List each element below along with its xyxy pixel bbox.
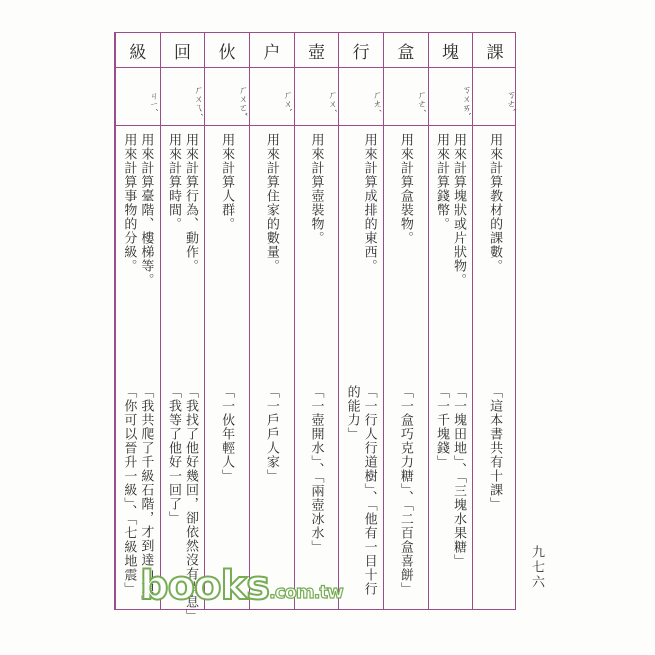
example-text: 「一伙年輕人」 bbox=[219, 385, 235, 483]
bopomofo: ㄏㄨˊ bbox=[326, 89, 337, 113]
example-text: 「我等了他好一回了」 bbox=[165, 385, 181, 525]
example-text: 「一塊田地」、「三塊水果糖」 bbox=[450, 385, 466, 568]
example-text: 「這本書共有十課」 bbox=[487, 385, 503, 511]
column-2 bbox=[428, 33, 473, 609]
bopomofo: ㄏㄜˊ bbox=[415, 89, 426, 113]
example-text: 「一戶戶人家」 bbox=[263, 385, 279, 483]
measure-word-table bbox=[114, 32, 516, 623]
column-3 bbox=[383, 33, 428, 609]
usage-text: 用來計算盒裝物。 bbox=[397, 133, 413, 245]
usage-text: 用來計算錢幣。 bbox=[433, 133, 449, 231]
headword: 課 bbox=[486, 42, 504, 63]
example-text: 「我共爬了千級石階，才到達山頂」 bbox=[138, 385, 154, 609]
example-text: 「一盒巧克力糖」、「二百盒喜餅」 bbox=[397, 385, 413, 596]
usage-text: 用來計算人群。 bbox=[219, 133, 235, 231]
bopomofo: ㄎㄜˋ bbox=[504, 89, 515, 113]
bopomofo: ㄎㄨㄞˋ bbox=[460, 85, 471, 117]
bopomofo: ㄏㄨˋ bbox=[281, 89, 292, 113]
watermark-main: books bbox=[140, 563, 270, 609]
bopomofo: ㄏㄨㄟˊ bbox=[192, 85, 203, 117]
usage-text: 用來計算行為、動作。 bbox=[182, 133, 198, 273]
bopomofo: ㄐㄧˊ bbox=[147, 90, 158, 112]
column-5 bbox=[294, 33, 339, 609]
usage-text: 用來計算住家的數量。 bbox=[263, 133, 279, 273]
example-text: 的能力」 bbox=[344, 385, 360, 441]
example-text: 「一行人行道樹」、「他有一目十行 bbox=[361, 385, 377, 596]
headword: 塊 bbox=[441, 42, 459, 63]
books-com-tw-watermark bbox=[140, 563, 343, 609]
watermark-dot: .com bbox=[269, 582, 314, 603]
column-8 bbox=[160, 33, 205, 623]
bopomofo: ㄏㄤˊ bbox=[370, 89, 381, 113]
usage-text: 用來計算成排的東西。 bbox=[361, 133, 377, 273]
column-6 bbox=[249, 33, 294, 609]
example-text: 「你可以晉升一級」、「七級地震」 bbox=[121, 385, 137, 596]
headword: 户 bbox=[263, 42, 281, 63]
headword: 伙 bbox=[218, 42, 236, 63]
example-text: 「一千塊錢」 bbox=[433, 385, 449, 469]
usage-text: 用來計算壺裝物。 bbox=[308, 133, 324, 245]
column-9 bbox=[115, 33, 160, 609]
usage-text: 用來計算塊狀或片狀物。 bbox=[450, 133, 466, 287]
column-4 bbox=[338, 33, 383, 609]
headword: 行 bbox=[352, 42, 370, 63]
headword: 級 bbox=[129, 42, 147, 63]
example-text: 「一壺開水」、「兩壺冰水」 bbox=[308, 385, 324, 554]
usage-text: 用來計算教材的課數。 bbox=[487, 133, 503, 273]
example-text: 「我找了他好幾回，卻依然沒有消息」 bbox=[182, 385, 198, 623]
watermark-tw: .tw bbox=[313, 582, 343, 603]
usage-text: 用來計算事物的分級。 bbox=[121, 133, 137, 273]
usage-text: 用來計算臺階、樓梯等。 bbox=[138, 133, 154, 287]
column-1 bbox=[472, 33, 517, 609]
headword: 壺 bbox=[307, 42, 325, 63]
headword: 盒 bbox=[397, 42, 415, 63]
column-7 bbox=[204, 33, 249, 609]
headword: 回 bbox=[173, 42, 191, 63]
bopomofo: ㄏㄨㄛˇ bbox=[236, 85, 247, 117]
usage-text: 用來計算時間。 bbox=[165, 133, 181, 231]
page-number: 九七六 bbox=[529, 545, 544, 590]
